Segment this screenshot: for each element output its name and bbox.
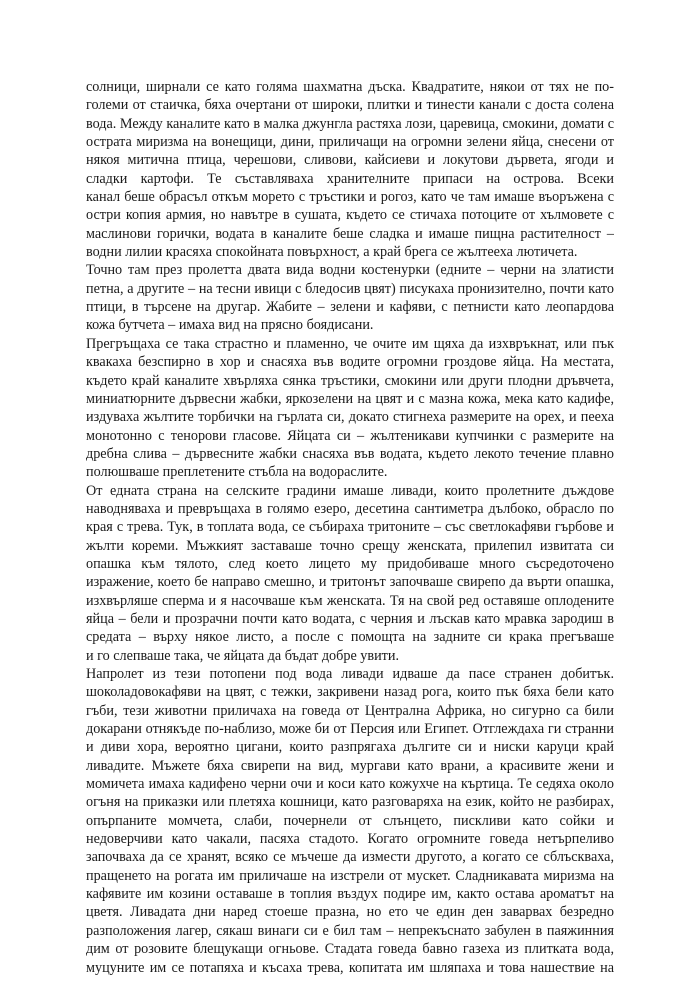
text-line: цветя. Ливадата дни наред стоеше празна, но ето че един ден заварвах безредно — [86, 904, 614, 921]
paragraph — [86, 482, 614, 665]
text-line: птици, в търсене на другар. Жабите – зелени и кафяви, с петнисти като леопардова — [86, 299, 614, 316]
text-line: полюшваше преплетените стъбла на водораслите. — [86, 464, 388, 481]
text-line: острата миризма на вонещици, дини, приличащи на огромни зелени яйца, снесени от — [86, 134, 614, 151]
text-line: Напролет из тези потопени под вода ливади идваше да пасе странен добитък. — [86, 666, 614, 682]
text-line: вода. Между каналите като в малка джунгла растяха лози, царевица, смокини, домати с — [86, 115, 614, 132]
text-line: издуваха жълтите торбички на гърлата си, докато стигнеха размерите на орех, и пееха — [86, 409, 614, 426]
text-line: жълти кореми. Мъжкият заставаше точно срещу женската, прилепил извитата си — [86, 537, 614, 554]
text-line: квакаха безспирно в хор и снасяха във водите огромни гроздове яйца. На местата, — [86, 354, 614, 371]
text-line: шоколадовокафяви на цвят, с тежки, закривени назад рога, които пък бяха бели като — [86, 684, 614, 701]
text-line: дим от розовите блещукащи огньове. Стадата говеда бавно газеха из плитката вода, — [86, 941, 614, 958]
text-line: разположения лагер, сякаш винаги си е бил там – непрекъснато забулен в паяжинния — [86, 922, 614, 939]
text-line: миниатюрните дървесни жабки, яркозелени на цвят и с мазна кожа, мека като кадифе, — [86, 390, 614, 407]
text-line: където край каналите хвърляха сянка тръстики, смокини или други плодни дръвчета, — [86, 372, 614, 389]
text-line: кафявите им козини оставаше в топлия въздух подире им, както остава ароматът на — [86, 886, 614, 903]
text-line: огъня на приказки или плетяха кошници, като разговаряха на език, който не разбирах, — [86, 794, 614, 811]
text-line: и го слепваше така, че яйцата да бъдат добре увити. — [86, 647, 400, 664]
text-line: наводняваха и превръщаха в голямо езеро, десетина сантиметра дълбоко, обрасло по — [86, 500, 614, 517]
text-line: недоверчиви като чакали, пасяха стадото. Когато огромните говеда нетърпеливо — [86, 831, 614, 848]
text-line: Прегръщаха се така страстно и пламенно, че очите им щяха да изхвръкнат, или пък — [86, 335, 614, 352]
text-line: остри копия армия, но навътре в сушата, където се стичаха потоците от хълмовете с — [86, 207, 614, 224]
text-line: кожа бутчета – имаха вид на прясно боядисани. — [86, 317, 374, 334]
text-line: дребна слива – дървесните жабки снасяха във водата, където лекото течение плавно — [86, 445, 614, 462]
text-line: края с трева. Тук, в топлата вода, се събираха тритоните – със светлокафяви гърбове и — [86, 519, 614, 536]
text-line: яйца – бели и прозрачни почти като водата, с черния и лъскав като мравка зародиш в — [86, 610, 614, 627]
text-line: изхвърляше сперма и я насочваше към женската. Тя на свой ред оставяше оплодените — [86, 592, 614, 609]
text-line: докарани отнякъде по-наблизо, може би от Персия или Египет. Отглеждаха ги странни — [86, 721, 614, 738]
text-line: монотонно с тенорови гласове. Яйцата си – жълтеникави купчинки с размерите на — [86, 427, 614, 444]
text-line: Точно там през пролетта двата вида водни костенурки (едните – черни на златисти — [86, 262, 614, 279]
text-line: опашка към тялото, след което лицето му придобиваше много съсредоточено — [86, 555, 614, 572]
text-line: От едната страна на селските градини имаше ливади, които пролетните дъждове — [86, 482, 614, 499]
text-line: изражение, което бе направо смешно, и тритонът започваше свирепо да върти опашка, — [86, 574, 614, 591]
text-line: маслинови горички, водата в каналите беше сладка и имаше пищна растителност – — [86, 225, 614, 242]
text-line: и диви хора, вероятно цигани, които разпрягаха дългите си и ниски каруци край — [86, 739, 614, 756]
text-line: ливадите. Мъжете бяха свирепи на вид, мургави като врани, а красивите жени и — [86, 757, 614, 774]
text-line: сладки картофи. Те съставляваха хранителните припаси на острова. Всеки — [86, 170, 614, 187]
text-line: започваха да се хранят, всяко се мъчеше да измести другото, а когато се сблъскваха, — [86, 849, 614, 866]
text-line: солници, ширнали се като голяма шахматна дъска. Квадратите, някои от тях не по- — [86, 79, 614, 95]
text-line: водни лилии красяха спокойната повърхност, а край брега се жълтееха лютичета. — [86, 244, 578, 261]
paragraph — [86, 335, 614, 482]
text-line: гъби, тези животни приличаха на говеда от Централна Африка, но сигурно са били — [86, 702, 614, 719]
text-line: големи от стаичка, бяха очертани от широки, плитки и тинести канали с доста солена — [86, 97, 614, 114]
body-text — [86, 78, 614, 977]
text-line: средата – върху някое листо, а после с помощта на задните си крака прегъваше — [86, 629, 614, 646]
paragraph — [86, 665, 614, 977]
text-line: канал беше обрасъл откъм морето с тръстики и рогоз, като че там имаше въоръжена с — [86, 189, 614, 206]
text-line: пращенето на рогата им приличаше на изстрели от мускет. Сладникавата миризма на — [86, 867, 614, 884]
text-line: муцуните им се потапяха и късаха трева, копитата им шляпаха и това нашествие на — [86, 959, 614, 976]
text-line: момичета имаха кадифено черни очи и коси като кожухче на къртица. Те седяха около — [86, 776, 614, 793]
text-line: опърпаните момчета, слаби, почернели от слънцето, пискливи като сойки и — [86, 812, 614, 829]
paragraph — [86, 78, 614, 261]
paragraph — [86, 261, 614, 334]
text-line: някоя митична птица, черешови, сливови, кайсиеви и локутови дървета, ягоди и — [86, 152, 614, 169]
text-line: петна, а другите – на тесни ивици с бледосив цвят) писукаха пронизително, почти като — [86, 280, 614, 297]
